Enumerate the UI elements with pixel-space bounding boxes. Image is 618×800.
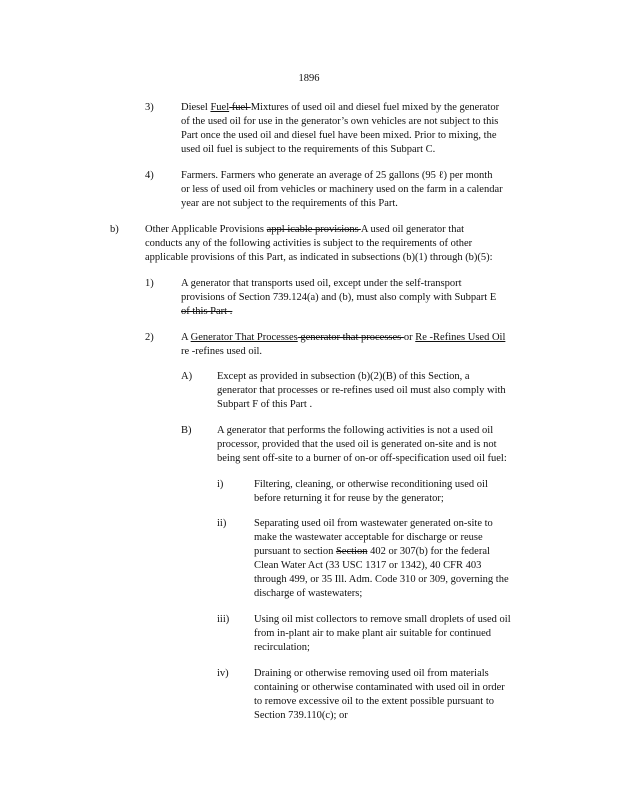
item-A-label: A) (181, 371, 193, 382)
item-4-line-3: year are not subject to the requirements of this Part. (181, 198, 398, 209)
item-iii-line-1: Using oil mist collectors to remove small droplets of used oil (254, 614, 511, 625)
item-ii-label: ii) (217, 518, 227, 529)
item-ii-line-3: pursuant to section Section 402 or 307(b) for the federal (254, 546, 490, 557)
item-iii-line-3: recirculation; (254, 642, 310, 653)
item-b2-text (181, 331, 543, 359)
item-b2-line-1: A Generator That Processes generator that processes or Re -Refines Used Oil (181, 332, 506, 343)
item-3-label: 3) (145, 102, 154, 113)
item-b1-line-1: A generator that transports used oil, except under the self-transport (181, 278, 462, 289)
item-b2-label: 2) (145, 332, 154, 343)
item-iv-label: iv) (217, 668, 229, 679)
item-4-label: 4) (145, 170, 154, 181)
item-iv-line-1: Draining or otherwise removing used oil from materials (254, 668, 489, 679)
item-A-line-3: Subpart F of this Part . (217, 399, 313, 410)
item-4-text (181, 169, 539, 211)
inserted-text: Generator That Processes (190, 332, 298, 343)
item-b1-line-2: provisions of Section 739.124(a) and (b), must also comply with Subpart E (181, 292, 497, 303)
deleted-text: appl icable provisions (266, 224, 361, 235)
deleted-text: generator that processes (297, 332, 404, 343)
item-3-line-1: Diesel Fuel fuel Mixtures of used oil and diesel fuel mixed by the generator (181, 102, 500, 113)
item-i-label: i) (217, 479, 224, 490)
deleted-text: fuel (229, 102, 251, 113)
item-3-text (181, 101, 539, 157)
item-b1-label: 1) (145, 278, 154, 289)
item-iv-line-3: to remove excessive oil to the extent possible pursuant to (254, 696, 494, 707)
item-A-line-2: generator that processes or re-refines used oil must also comply with (217, 385, 506, 396)
item-i-line-1: Filtering, cleaning, or otherwise reconditioning used oil (254, 479, 488, 490)
item-B-line-1: A generator that performs the following activities is not a used oil (217, 425, 494, 436)
item-B-line-2: processor, provided that the used oil is generated on-site and is not (217, 439, 497, 450)
item-B-label: B) (181, 425, 192, 436)
item-ii-text (254, 517, 544, 601)
item-b2-line-2: re -refines used oil. (181, 346, 263, 357)
item-B-text (217, 424, 543, 466)
item-4-line-1: Farmers. Farmers who generate an average of 25 gallons (95 ℓ) per month (181, 170, 493, 181)
item-iv-line-2: containing or otherwise contaminated with used oil in order (254, 682, 505, 693)
item-b1-text (181, 277, 539, 319)
item-3-line-3: Part once the used oil and diesel fuel have been mixed. Prior to mixing, the (181, 130, 497, 141)
item-B-line-3: being sent off-site to a burner of on-or off-specification used oil fuel: (217, 453, 507, 464)
item-A-line-1: Except as provided in subsection (b)(2)(B) of this Section, a (217, 371, 470, 382)
item-b-line-2: conducts any of the following activities is subject to the requirements of other (145, 238, 473, 249)
item-b-line-1: Other Applicable Provisions appl icable provisions A used oil generator that (145, 224, 465, 235)
item-iv-text (254, 667, 544, 723)
item-b-text (145, 223, 540, 265)
deleted-text: of this Part . (181, 306, 233, 317)
item-i-text (254, 478, 540, 506)
item-ii-line-5: through 499, or 35 Ill. Adm. Code 310 or 309, governing the (254, 574, 509, 585)
item-iv-line-4: Section 739.110(c); or (254, 710, 348, 721)
item-ii-line-1: Separating used oil from wastewater generated on-site to (254, 518, 493, 529)
item-ii-line-2: make the wastewater acceptable for discharge or reuse (254, 532, 483, 543)
item-ii-line-4: Clean Water Act (33 USC 1317 or 1342), 40 CFR 403 (254, 560, 482, 571)
item-iii-line-2: from in-plant air to make plant air suitable for continued (254, 628, 492, 639)
inserted-text: Fuel (210, 102, 230, 113)
item-4-line-2: or less of used oil from vehicles or machinery used on the farm in a calendar (181, 184, 503, 195)
item-3-line-4: used oil fuel is subject to the requirements of this Subpart C. (181, 144, 436, 155)
item-i-line-2: before returning it for reuse by the generator; (254, 493, 444, 504)
item-b-label: b) (110, 224, 119, 235)
item-iii-text (254, 613, 546, 655)
item-ii-line-6: discharge of wastewaters; (254, 588, 363, 599)
item-b-line-3: applicable provisions of this Part, as indicated in subsections (b)(1) through (b)(5): (145, 252, 493, 263)
item-A-text (217, 370, 539, 412)
item-3-line-2: of the used oil for use in the generator’s own vehicles are not subject to this (181, 116, 499, 127)
item-iii-label: iii) (217, 614, 230, 625)
inserted-text: Re -Refines Used Oil (415, 332, 506, 343)
deleted-text: Section (335, 546, 368, 557)
page-number: 1896 (298, 73, 320, 84)
